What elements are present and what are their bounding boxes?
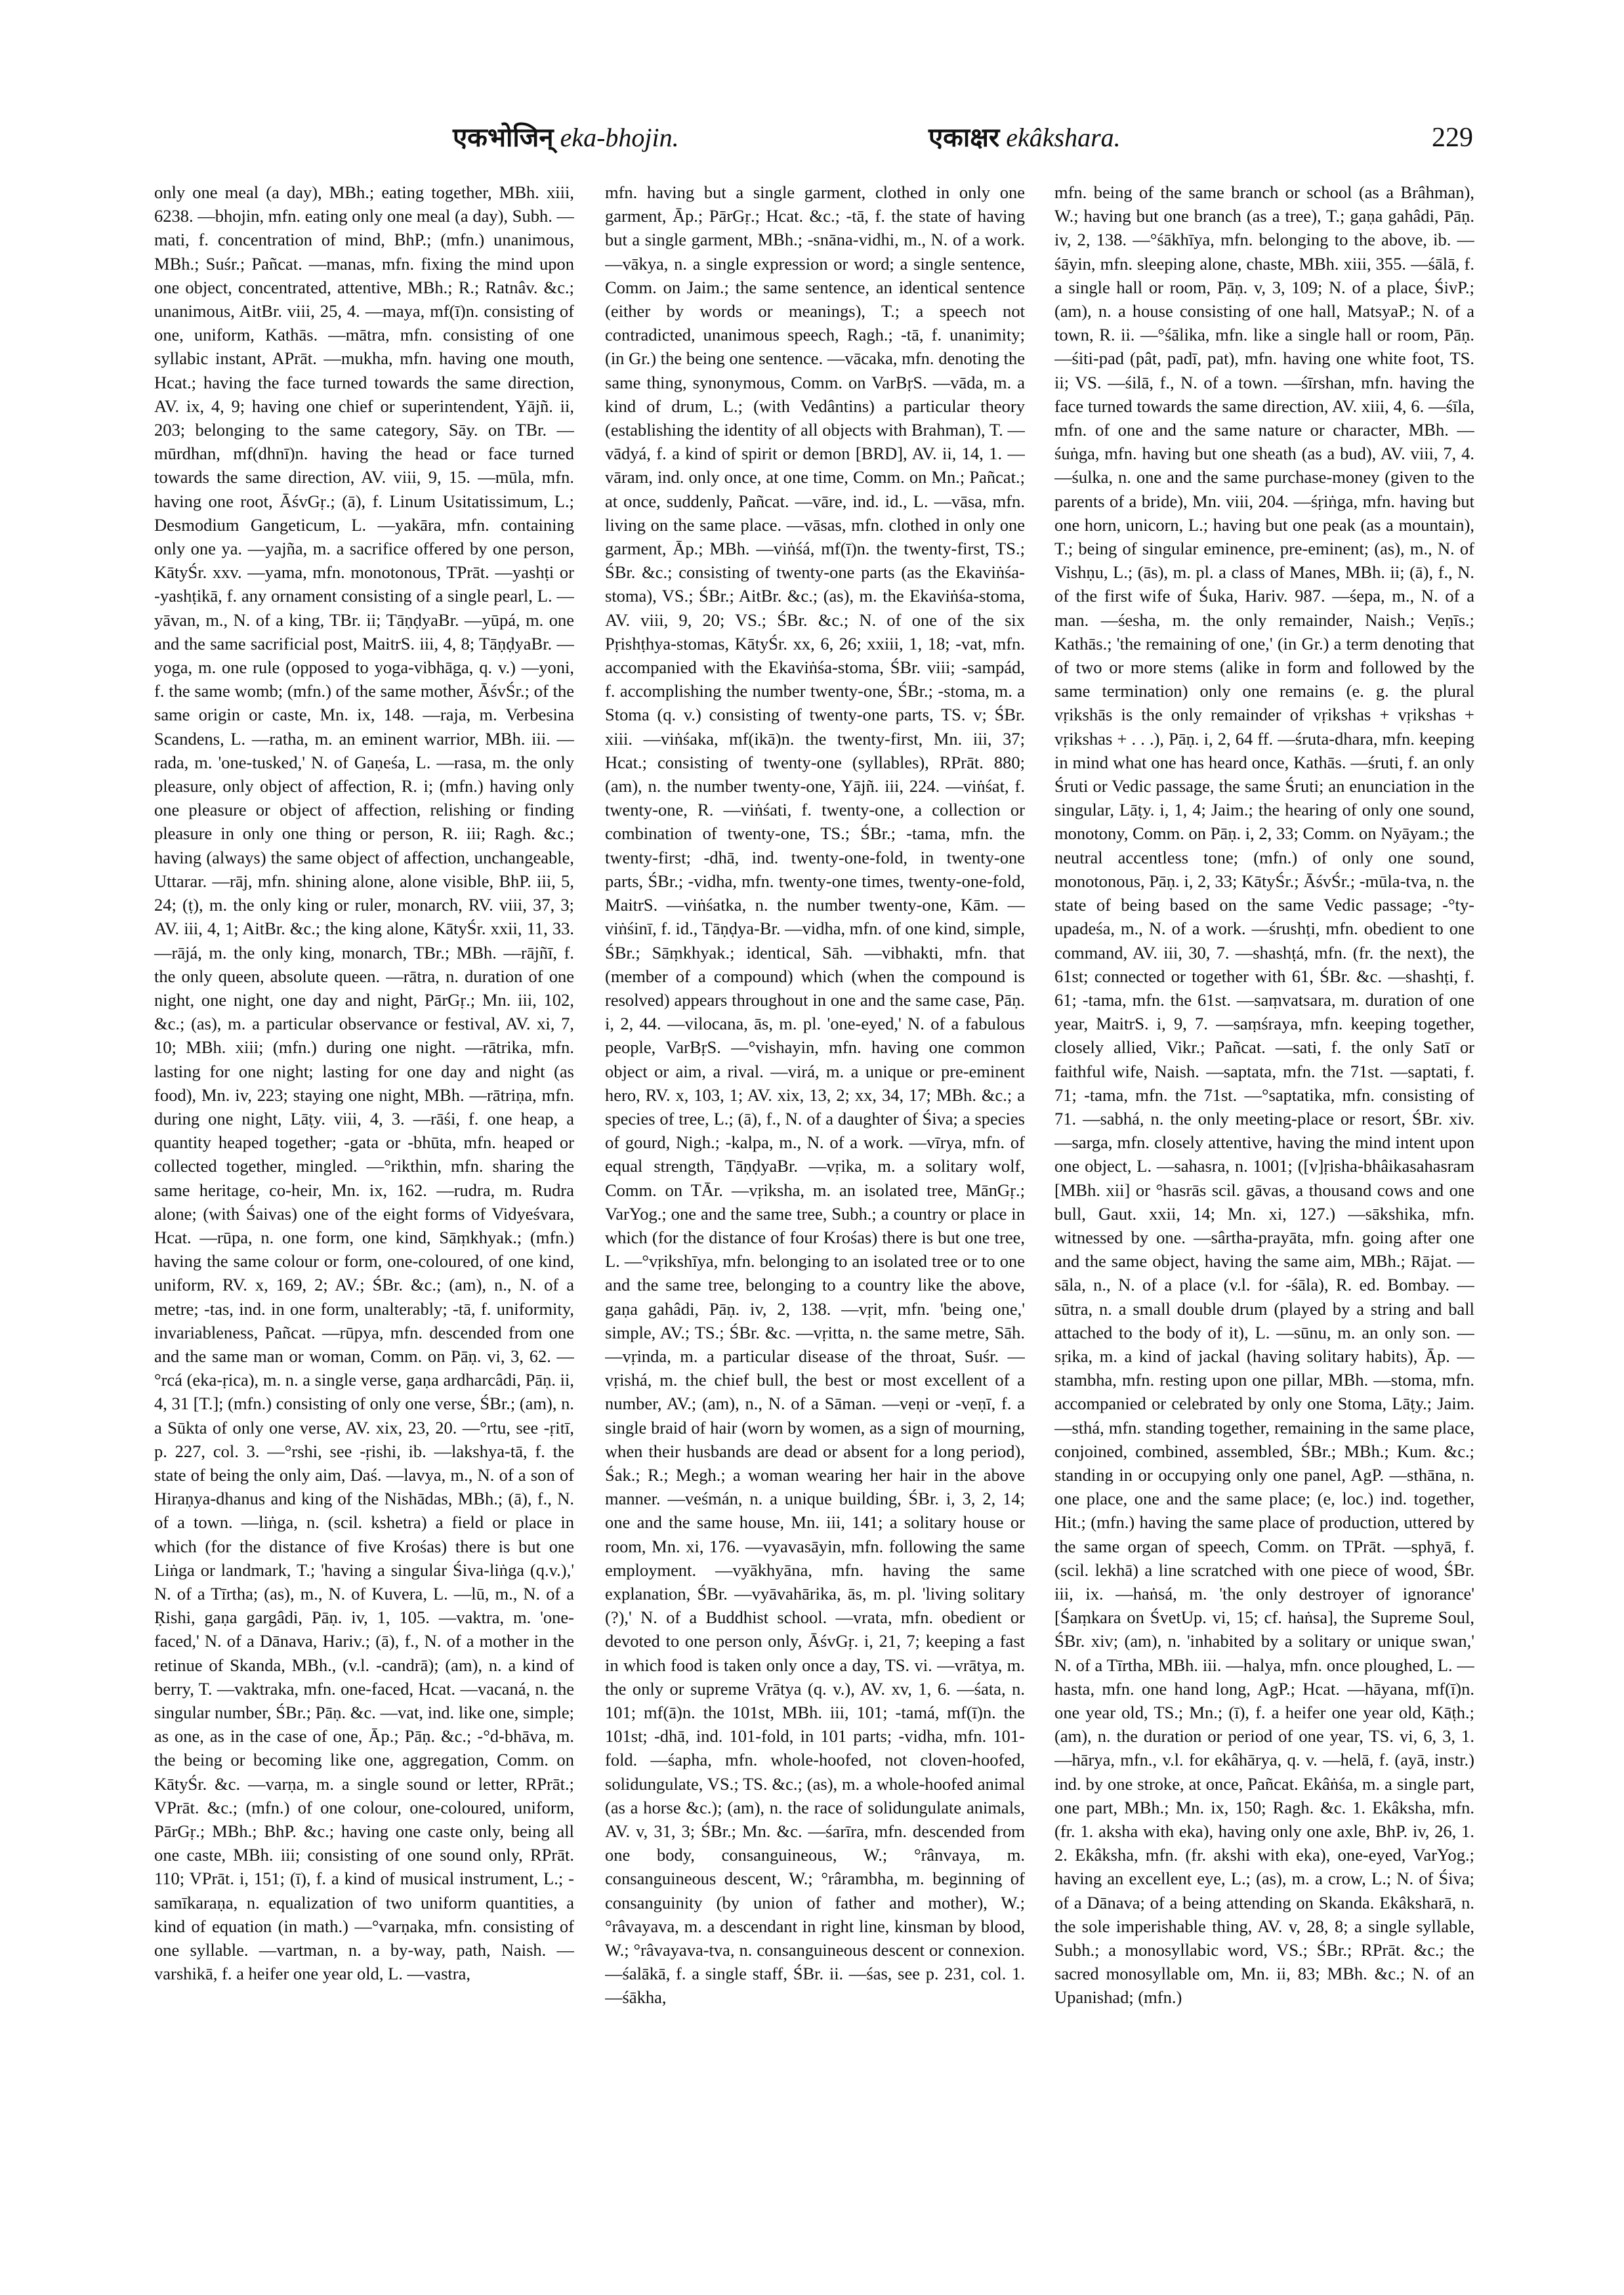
- left-running-head: [453, 118, 679, 157]
- running-header: [154, 118, 1473, 177]
- column-text: mfn. having but a single garment, clothed in only one garment, Āp.; PārGṛ.; Hcat. &c.; -tā, f. the state of having but a single garment, MBh.; -snāna-vidhi, m., N. of a work. —vākya, n. a single expression or word; a single sentence, Comm. on Jaim.; the same sentence, an identical sentence (either by words or meanings), T.; a speech not contradicted, unanimous speech, Ragh.; -tā, f. unanimity; (in Gr.) the being one sentence. —vācaka, mfn. denoting the same thing, synonymous, Comm. on VarBṛS. —vāda, m. a kind of drum, L.; (with Vedântins) a particular theory (establishing the identity of all objects with Brahman), T. —vādyá, f. a kind of spirit or demon [BRD], AV. ii, 14, 1. —vāram, ind. only once, at one time, Comm. on Mn.; Pañcat.; at once, suddenly, Pañcat. —vāre, ind. id., L. —vāsa, mfn. living on the same place. —vāsas, mfn. clothed in only one garment, Āp.; MBh. —viṅśá, mf(ī)n. the twenty-first, TS.; ŚBr. &c.; consisting of twenty-one parts (as the Ekaviṅśa-stoma), VS.; ŚBr.; AitBr. &c.; (as), m. the Ekaviṅśa-stoma, AV. viii, 9, 20; VS.; ŚBr. &c.; N. of one of the six Pṛishṭhya-stomas, KātyŚr. xx, 6, 26; xxiii, 1, 18; -vat, mfn. accompanied with the Ekaviṅśa-stoma, ŚBr. viii; -sampád, f. accomplishing the number twenty-one, ŚBr.; -stoma, m. a Stoma (q. v.) consisting of twenty-one parts, TS. v; ŚBr. xiii. —viṅśaka, mf(ikā)n. the twenty-first, Mn. iii, 37; Hcat.; consisting of twenty-one (syllables), RPrāt. 880; (am), n. the number twenty-one, Yājñ. iii, 224. —viṅśat, f. twenty-one, R. —viṅśati, f. twenty-one, a collection or combination of twenty-one, TS.; ŚBr.; -tama, mfn. the twenty-first; -dhā, ind. twenty-one-fold, in twenty-one parts, ŚBr.; -vidha, mfn. twenty-one times, twenty-one-fold, MaitrS. —viṅśatka, n. the number twenty-one, Kām. —viṅśinī, f. id., Tāṇḍya-Br. —vidha, mfn. of one kind, simple, ŚBr.; Sāṃkhyak.; identical, Sāh. —vibhakti, mfn. that (member of a compound) which (when the compound is resolved) appears throughout in one and the same case, Pāṇ. i, 2, 44. —vilocana, ās, m. pl. 'one-eyed,' N. of a fabulous people, VarBṛS. —°vishayin, mfn. having one common object or aim, a rival. —virá, m. a unique or pre-eminent hero, RV. x, 103, 1; AV. xix, 13, 2; xx, 34, 17; MBh. &c.; a species of tree, L.; (ā), f., N. of a daughter of Śiva; a species of gourd, Nigh.; -kalpa, m., N. of a work. —vīrya, mfn. of equal strength, TāṇḍyaBr. —vṛika, m. a solitary wolf, Comm. on TĀr. —vṛiksha, m. an isolated tree, MānGṛ.; VarYog.; one and the same tree, Subh.; a country or place in which (for the distance of four Krośas) there is but one tree, L. —°vṛikshīya, mfn. belonging to an isolated tree or to one and the same tree, belonging to a country like the above, gaṇa gahâdi, Pāṇ. iv, 2, 138. —vṛit, mfn. 'being one,' simple, AV.; TS.; ŚBr. &c. —vṛitta, n. the same metre, Sāh. —vṛinda, m. a particular disease of the throat, Suśr. —vṛishá, m. the chief bull, the best or most excellent of a number, AV.; (am), n., N. of a Sāman. —veṇi or -veṇī, f. a single braid of hair (worn by women, as a sign of mourning, when their husbands are dead or absent for a long period), Śak.; R.; Megh.; a woman wearing her hair in the above manner. —veśmán, n. a unique building, ŚBr. i, 3, 2, 14; one and the same house, Mn. iii, 141; a solitary house or room, Mn. xi, 176. —vyavasāyin, mfn. following the same employment. —vyākhyāna, mfn. having the same explanation, ŚBr. —vyāvahārika, ās, m. pl. 'living solitary (?),' N. of a Buddhist school. —vrata, mfn. obedient or devoted to one person only, ĀśvGṛ. i, 21, 7; keeping a fast in which food is taken only once a day, TS. vi. —vrātya, m. the only or supreme Vrātya (q. v.), AV. xv, 1, 6. —śata, n. 101; mf(ā)n. the 101st, MBh. iii, 101; -tamá, mf(ī)n. the 101st; -dhā, ind. 101-fold, in 101 parts; -vidha, mfn. 101-fold. —śapha, mfn. whole-hoofed, not cloven-hoofed, solidungulate, VS.; TS. &c.; (as), m. a whole-hoofed animal (as a horse &c.); (am), n. the race of solidungulate animals, AV. v, 31, 3; ŚBr.; Mn. &c. —śarīra, mfn. descended from one body, consanguineous, W.; °rânvaya, m. consanguineous descent, W.; °rârambha, m. beginning of consanguinity (by union of father and mother), W.; °râvayava, m. a descendant in right line, kinsman by blood, W.; °râvayava-tva, n. consanguineous descent or connexion. —śalākā, f. a single staff, ŚBr. ii. —śas, see p. 231, col. 1. —śākha,: [605, 182, 1025, 2008]
- center-head-devanagari: एकाक्षर: [928, 123, 1000, 152]
- left-head-transliteration: eka-bhojin.: [560, 123, 679, 152]
- column-middle: [605, 180, 1025, 2214]
- center-head-transliteration: ekâkshara.: [1006, 123, 1121, 152]
- column-text: only one meal (a day), MBh.; eating together, MBh. xiii, 6238. —bhojin, mfn. eating only one meal (a day), Subh. —mati, f. concentration of mind, BhP.; (mfn.) unanimous, MBh.; Suśr.; Pañcat. —manas, mfn. fixing the mind upon one object, concentrated, attentive, MBh.; R.; Ratnâv. &c.; unanimous, AitBr. viii, 25, 4. —maya, mf(ī)n. consisting of one, uniform, Kathās. —mātra, mfn. consisting of one syllabic instant, APrāt. —mukha, mfn. having one mouth, Hcat.; having the face turned towards the same direction, AV. ix, 4, 9; having one chief or superintendent, Yājñ. ii, 203; belonging to the same category, Sāy. on TBr. —mūrdhan, mf(dhnī)n. having the head or face turned towards the same direction, AV. viii, 9, 15. —mūla, mfn. having one root, ĀśvGṛ.; (ā), f. Linum Usitatissimum, L.; Desmodium Gangeticum, L. —yakāra, mfn. containing only one ya. —yajña, m. a sacrifice offered by one person, KātyŚr. xxv. —yama, mfn. monotonous, TPrāt. —yashṭi or -yashṭikā, f. any ornament consisting of a single pearl, L. —yāvan, m., N. of a king, TBr. ii; TāṇḍyaBr. —yūpá, m. one and the same sacrificial post, MaitrS. iii, 4, 8; TāṇḍyaBr. —yoga, m. one rule (opposed to yoga-vibhāga, q. v.) —yoni, f. the same womb; (mfn.) of the same mother, ĀśvŚr.; of the same origin or caste, Mn. ix, 148. —raja, m. Verbesina Scandens, L. —ratha, m. an eminent warrior, MBh. iii. —rada, m. 'one-tusked,' N. of Gaṇeśa, L. —rasa, m. the only pleasure, only object of affection, R. i; (mfn.) having only one pleasure or object of affection, relishing or finding pleasure in only one thing or person, R. iii; Ragh. &c.; having (always) the same object of affection, unchangeable, Uttarar. —rāj, mfn. shining alone, alone visible, BhP. iii, 5, 24; (ṭ), m. the only king or ruler, monarch, RV. viii, 37, 3; AV. iii, 4, 1; AitBr. &c.; the king alone, KātyŚr. xxii, 11, 33. —rājá, m. the only king, monarch, TBr.; MBh. —rājñī, f. the only queen, absolute queen. —rātra, n. duration of one night, one night, one day and night, PārGṛ.; Mn. iii, 102, &c.; (as), m. a particular observance or festival, AV. xi, 7, 10; MBh. xiii; (mfn.) during one night. —rātrika, mfn. lasting for one night; lasting for one day and night (as food), Mn. iv, 223; staying one night, MBh. —rātriṇa, mfn. during one night, Lāṭy. viii, 4, 3. —rāśi, f. one heap, a quantity heaped together; -gata or -bhūta, mfn. heaped or collected together, mingled. —°rikthin, mfn. sharing the same heritage, co-heir, Mn. ix, 162. —rudra, m. Rudra alone; (with Śaivas) one of the eight forms of Vidyeśvara, Hcat. —rūpa, n. one form, one kind, Sāṃkhyak.; (mfn.) having the same colour or form, one-coloured, of one kind, uniform, RV. x, 169, 2; AV.; ŚBr. &c.; (am), n., N. of a metre; -tas, ind. in one form, unalterably; -tā, f. uniformity, invariableness, Pañcat. —rūpya, mfn. descended from one and the same man or woman, Comm. on Pāṇ. vi, 3, 62. —°rcá (eka-ṛica), m. n. a single verse, gaṇa ardharcâdi, Pāṇ. ii, 4, 31 [T.]; (mfn.) consisting of only one verse, ŚBr.; (am), n. a Sūkta of only one verse, AV. xix, 23, 20. —°rtu, see -ṛitī, p. 227, col. 3. —°rshi, see -ṛishi, ib. —lakshya-tā, f. the state of being the only aim, Daś. —lavya, m., N. of a son of Hiraṇya-dhanus and king of the Nishādas, MBh.; (ā), f., N. of a town. —liṅga, n. (scil. kshetra) a field or place in which (for the distance of five Krośas) there is but one Liṅga or landmark, T.; 'having a singular Śiva-liṅga (q.v.),' N. of a Tīrtha; (as), m., N. of Kuvera, L. —lū, m., N. of a Ṛishi, gaṇa gargâdi, Pāṇ. iv, 1, 105. —vaktra, m. 'one-faced,' N. of a Dānava, Hariv.; (ā), f., N. of a mother in the retinue of Skanda, MBh., (v.l. -candrā); (am), n. a kind of berry, T. —vaktraka, mfn. one-faced, Hcat. —vacaná, n. the singular number, ŚBr.; Pāṇ. &c. —vat, ind. like one, simple; as one, as in the case of one, Āp.; Pāṇ. &c.; -°d-bhāva, m. the being or becoming like one, aggregation, Comm. on KātyŚr. &c. —varṇa, m. a single sound or letter, RPrāt.; VPrāt. &c.; (mfn.) of one colour, one-coloured, uniform, PārGṛ.; MBh.; BhP. &c.; having one caste only, being all one caste, MBh. iii; consisting of one sound only, RPrāt. 110; VPrāt. i, 151; (ī), f. a kind of musical instrument, L.; -samīkaraṇa, n. equalization of two uniform quantities, a kind of equation (in math.) —°varṇaka, mfn. consisting of one syllable. —vartman, n. a by-way, path, Naish. —varshikā, f. a heifer one year old, L. —vastra,: [154, 182, 574, 1984]
- text-columns: [154, 180, 1473, 2214]
- left-head-devanagari: एकभोजिन्: [453, 123, 554, 152]
- column-left: [154, 180, 574, 2214]
- column-right: [1054, 180, 1474, 2214]
- dictionary-page: [154, 118, 1473, 2218]
- center-running-head: [928, 118, 1121, 157]
- page-number: 229: [1432, 123, 1473, 153]
- column-text: mfn. being of the same branch or school (as a Brâhman), W.; having but one branch (as a tree), T.; gaṇa gahâdi, Pāṇ. iv, 2, 138. —°śākhīya, mfn. belonging to the above, ib. —śāyin, mfn. sleeping alone, chaste, MBh. xiii, 355. —śālā, f. a single hall or room, Pāṇ. v, 3, 109; N. of a place, ŚivP.; (am), n. a house consisting of one hall, MatsyaP.; N. of a town, R. ii. —°śālika, mfn. like a single hall or room, Pāṇ. —śiti-pad (pât, padī, pat), mfn. having one white foot, TS. ii; VS. —śilā, f., N. of a town. —śīrshan, mfn. having the face turned towards the same direction, AV. xiii, 4, 6. —śīla, mfn. of one and the same nature or character, MBh. —śuṅga, mfn. having but one sheath (as a bud), AV. viii, 7, 4. —śulka, n. one and the same purchase-money (given to the parents of a bride), Mn. viii, 204. —śṛiṅga, mfn. having but one horn, unicorn, L.; having but one peak (as a mountain), T.; being of singular eminence, pre-eminent; (as), m., N. of Vishṇu, L.; (ās), m. pl. a class of Manes, MBh. ii; (ā), f., N. of the first wife of Śuka, Hariv. 987. —śepa, m., N. of a man. —śesha, m. the only remainder, Naish.; Veṇīs.; Kathās.; 'the remaining of one,' (in Gr.) a term denoting that of two or more stems (alike in form and followed by the same termination) only one remains (e. g. the plural vṛikshās is the only remainder of vṛikshas + vṛikshas + vṛikshas + . . .), Pāṇ. i, 2, 64 ff. —śruta-dhara, mfn. keeping in mind what one has heard once, Kathās. —śruti, f. an only Śruti or Vedic passage, the same Śruti; an enunciation in the singular, Lāṭy. i, 1, 4; Jaim.; the hearing of only one sound, monotony, Comm. on Pāṇ. i, 2, 33; Comm. on Nyāyam.; the neutral accentless tone; (mfn.) of only one sound, monotonous, Pāṇ. i, 2, 33; KātyŚr.; ĀśvŚr.; -mūla-tva, n. the state of being based on the same Vedic passage; -°ty-upadeśa, m., N. of a work. —śrushṭi, mfn. obedient to one command, AV. iii, 30, 7. —shashṭá, mfn. (fr. the next), the 61st; connected or together with 61, ŚBr. &c. —shashṭi, f. 61; -tama, mfn. the 61st. —saṃvatsara, m. duration of one year, MaitrS. i, 9, 7. —saṃśraya, mfn. keeping together, closely allied, Vikr.; Pañcat. —sati, f. the only Satī or faithful wife, Naish. —saptata, mfn. the 71st. —saptati, f. 71; -tama, mfn. the 71st. —°saptatika, mfn. consisting of 71. —sabhá, n. the only meeting-place or resort, ŚBr. xiv. —sarga, mfn. closely attentive, having the mind intent upon one object, L. —sahasra, n. 1001; ([v]ṛisha-bhâikasahasram [MBh. xii] or °hasrās scil. gāvas, a thousand cows and one bull, Gaut. xxii, 14; Mn. xi, 127.) —sākshika, mfn. witnessed by one. —sârtha-prayāta, mfn. going after one and the same object, having the same aim, MBh.; Rājat. —sāla, n., N. of a place (v.l. for -śāla), R. ed. Bombay. —sūtra, n. a small double drum (played by a string and ball attached to the body of it), L. —sūnu, m. an only son. —sṛika, m. a kind of jackal (having solitary habits), Āp. —stambha, mfn. resting upon one pillar, MBh. —stoma, mfn. accompanied or celebrated by only one Stoma, Lāṭy.; Jaim. —sthá, mfn. standing together, remaining in the same place, conjoined, combined, assembled, ŚBr.; MBh.; Kum. &c.; standing in or occupying only one panel, AgP. —sthāna, n. one place, one and the same place; (e, loc.) ind. together, Hit.; (mfn.) having the same place of production, uttered by the same organ of speech, Comm. on TPrāt. —sphyā, f. (scil. lekhā) a line scratched with one piece of wood, ŚBr. iii, ix. —haṅsá, m. 'the only destroyer of ignorance' [Śaṃkara on ŚvetUp. vi, 15; cf. haṅsa], the Supreme Soul, ŚBr. xiv; (am), n. 'inhabited by a solitary or unique swan,' N. of a Tīrtha, MBh. iii. —halya, mfn. once ploughed, L. —hasta, mfn. one hand long, AgP.; Hcat. —hāyana, mf(ī)n. one year old, TS.; Mn.; (ī), f. a heifer one year old, Kāṭh.; (am), n. the duration or period of one year, TS. vi, 6, 3, 1. —hārya, mfn., v.l. for ekâhārya, q. v. —helā, f. (ayā, instr.) ind. by one stroke, at once, Pañcat. Ekâṅśa, m. a single part, one part, MBh.; Mn. ix, 150; Ragh. &c. 1. Ekâksha, mfn. (fr. 1. aksha with eka), having only one axle, BhP. iv, 26, 1. 2. Ekâksha, mfn. (fr. akshi with eka), one-eyed, VarYog.; having an excellent eye, L.; (as), m. a crow, L.; N. of Śiva; of a Dānava; of a being attending on Skanda. Ekâksharā, n. the sole imperishable thing, AV. v, 28, 8; a single syllable, Subh.; a monosyllabic word, VS.; ŚBr.; RPrāt. &c.; the sacred monosyllable om, Mn. ii, 83; MBh. &c.; N. of an Upanishad; (mfn.): [1054, 182, 1474, 2008]
